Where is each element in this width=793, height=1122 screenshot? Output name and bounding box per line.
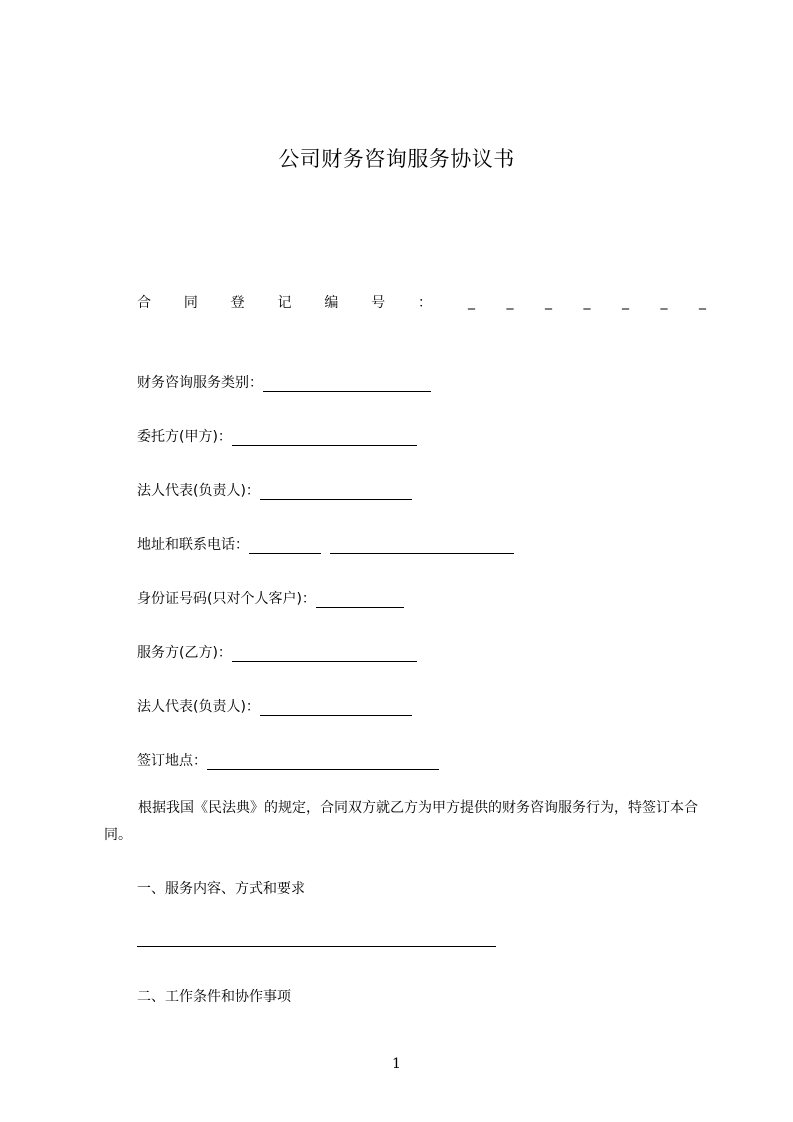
registration-dash: _: [506, 294, 514, 310]
registration-dash: _: [583, 294, 591, 310]
field-label: 法人代表(负责人)：: [137, 483, 260, 499]
field-id-number: [137, 588, 404, 608]
registration-label: [137, 292, 432, 312]
fill-in-blank-phone[interactable]: [330, 539, 514, 554]
field-label: 财务咨询服务类别：: [137, 375, 263, 391]
fill-in-blank[interactable]: [260, 485, 412, 500]
registration-dash: _: [699, 294, 706, 310]
field-service-category: [137, 372, 431, 392]
fill-in-blank[interactable]: [316, 593, 404, 608]
registration-char: 号: [371, 295, 386, 311]
contract-registration-number: [137, 292, 707, 312]
section-heading-1: 一、服务内容、方式和要求: [137, 881, 305, 897]
registration-dash: _: [622, 294, 629, 310]
intro-paragraph: 根据我国《民法典》的规定，合同双方就乙方为甲方提供的财务咨询服务行为，特签订本合同。: [104, 800, 698, 843]
field-label: 签订地点：: [137, 753, 207, 769]
field-legal-representative-b: [137, 696, 412, 716]
field-legal-representative-a: [137, 480, 412, 500]
registration-char: 记: [277, 295, 292, 311]
field-address-phone: [137, 534, 514, 554]
fill-in-blank-service-content[interactable]: [137, 946, 496, 947]
document-title: 公司财务咨询服务协议书: [278, 147, 515, 171]
fill-in-blank[interactable]: [263, 377, 431, 392]
fill-in-blank[interactable]: [207, 755, 439, 770]
field-label: 委托方(甲方)：: [137, 429, 232, 445]
registration-dash: _: [545, 294, 552, 310]
registration-char: ：: [417, 295, 432, 311]
field-signing-place: [137, 750, 439, 770]
fill-in-blank[interactable]: [232, 431, 417, 446]
registration-char: 编: [324, 295, 339, 311]
field-client-party-a: [137, 426, 417, 446]
field-service-provider-party-b: [137, 642, 417, 662]
fill-in-blank[interactable]: [232, 647, 417, 662]
field-label: 身份证号码(只对个人客户)：: [137, 591, 316, 607]
page-number: 1: [392, 1056, 401, 1072]
field-label: 服务方(乙方)：: [137, 645, 232, 661]
section-heading-2: 二、工作条件和协作事项: [137, 989, 291, 1005]
registration-dash: _: [468, 294, 475, 310]
registration-dash: _: [660, 294, 668, 310]
fill-in-blank-address[interactable]: [249, 539, 321, 554]
registration-char: 同: [183, 295, 198, 311]
fill-in-blank[interactable]: [260, 701, 412, 716]
registration-number-blank: [468, 294, 706, 310]
registration-char: 登: [230, 295, 245, 311]
field-label: 地址和联系电话：: [137, 537, 249, 553]
field-label: 法人代表(负责人)：: [137, 699, 260, 715]
registration-char: 合: [137, 295, 151, 311]
